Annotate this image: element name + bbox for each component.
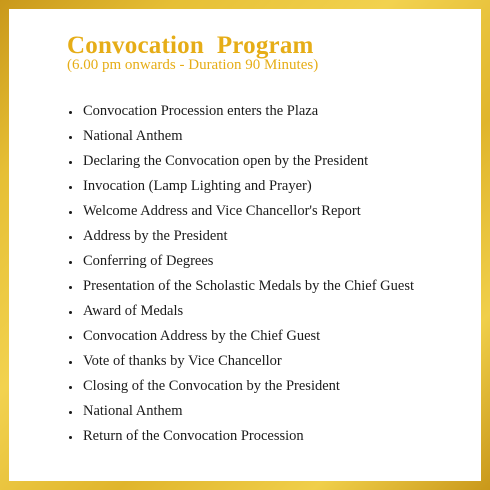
program-card <box>9 9 481 481</box>
list-item <box>66 99 414 124</box>
bullet-icon <box>69 336 72 339</box>
list-item-label: Invocation (Lamp Lighting and Prayer) <box>83 178 312 194</box>
program-subtitle: (6.00 pm onwards - Duration 90 Minutes) <box>67 57 319 73</box>
program-list <box>66 99 414 449</box>
list-item-label: Welcome Address and Vice Chancellor's Report <box>83 203 361 219</box>
bullet-icon <box>69 261 72 264</box>
list-item-label: Presentation of the Scholastic Medals by the Chief Guest <box>83 278 415 294</box>
bullet-icon <box>69 111 72 114</box>
list-item <box>66 149 414 174</box>
bullet-icon <box>69 436 72 439</box>
bullet-icon <box>69 211 72 214</box>
page-title: Convocation Program <box>67 32 314 59</box>
bullet-icon <box>69 411 72 414</box>
bullet-icon <box>69 136 72 139</box>
list-item-label: National Anthem <box>83 128 183 144</box>
list-item <box>66 174 414 199</box>
list-item <box>66 199 414 224</box>
list-item-label: Conferring of Degrees <box>83 253 214 269</box>
list-item <box>66 224 414 249</box>
list-item-label: Award of Medals <box>83 303 184 319</box>
list-item <box>66 324 414 349</box>
list-item-label: Convocation Procession enters the Plaza <box>83 103 319 119</box>
list-item <box>66 299 414 324</box>
list-item <box>66 424 414 449</box>
bullet-icon <box>69 186 72 189</box>
bullet-icon <box>69 361 72 364</box>
list-item <box>66 399 414 424</box>
list-item-label: Convocation Address by the Chief Guest <box>83 328 321 344</box>
list-item-label: Address by the President <box>83 228 228 244</box>
bullet-icon <box>69 386 72 389</box>
list-item-label: Closing of the Convocation by the President <box>83 378 340 394</box>
list-item-label: Vote of thanks by Vice Chancellor <box>83 353 282 369</box>
list-item <box>66 274 414 299</box>
bullet-icon <box>69 236 72 239</box>
list-item <box>66 124 414 149</box>
list-item-label: National Anthem <box>83 403 183 419</box>
bullet-icon <box>69 311 72 314</box>
list-item <box>66 249 414 274</box>
list-item <box>66 374 414 399</box>
list-item <box>66 349 414 374</box>
list-item-label: Declaring the Convocation open by the President <box>83 153 369 169</box>
list-item-label: Return of the Convocation Procession <box>83 428 304 444</box>
bullet-icon <box>69 286 72 289</box>
bullet-icon <box>69 161 72 164</box>
